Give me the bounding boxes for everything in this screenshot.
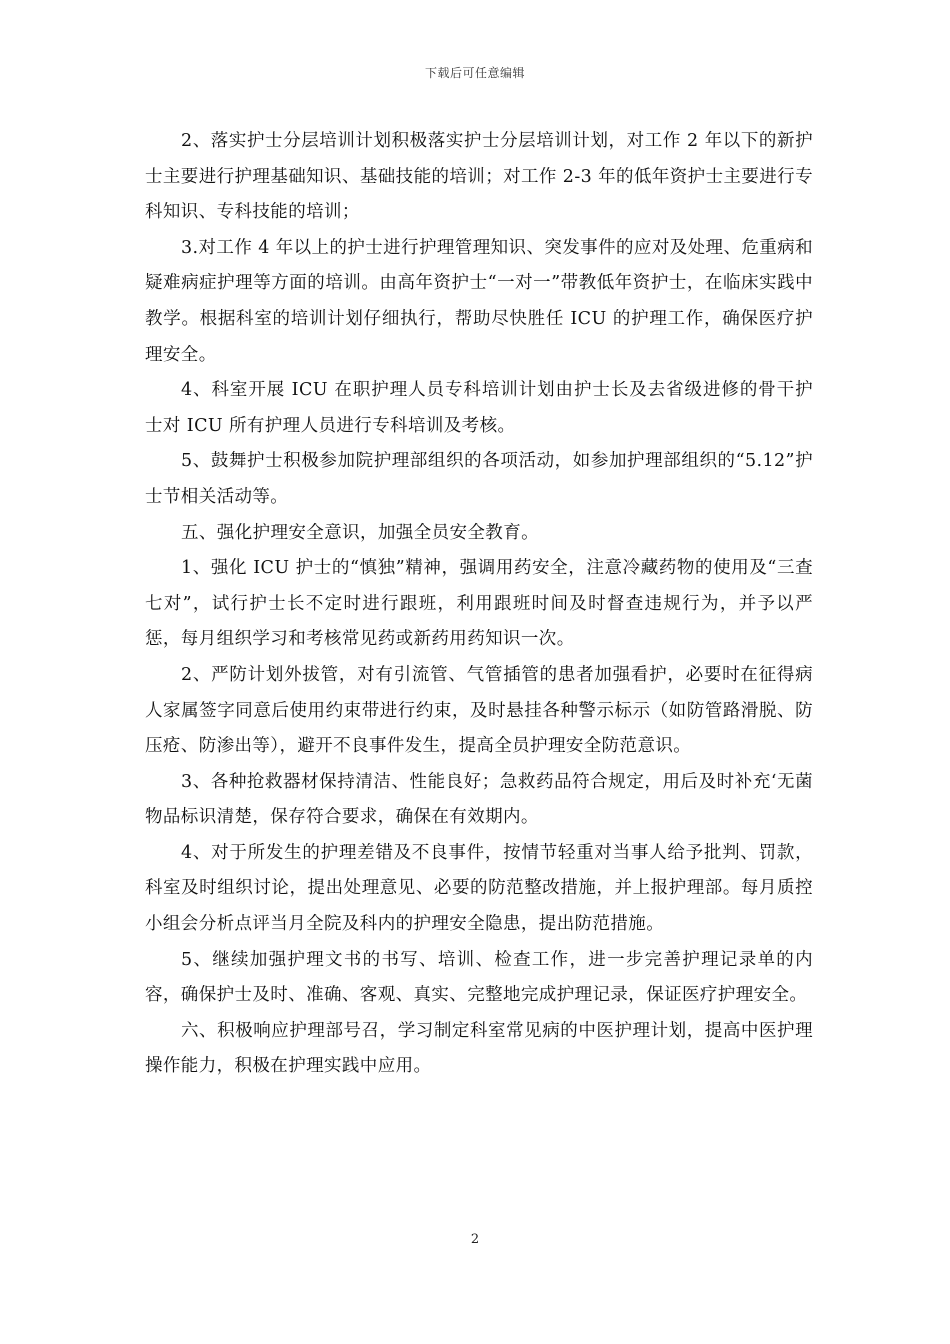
- paragraph-adverse-events: 4、对于所发生的护理差错及不良事件，按情节轻重对当事人给予批判、罚款，科室及时组织讨论，提出处理意见、必要的防范整改措施，并上报护理部。每月质控小组会分析点评当月全院及科内的护理安全隐患，提出防范措施。: [145, 842, 813, 935]
- paragraph-icu-specialty-training: 4、科室开展 ICU 在职护理人员专科培训计划由护士长及去省级进修的骨干护士对 ICU 所有护理人员进行专科培训及考核。: [145, 380, 813, 436]
- section-heading-tcm-nursing: 六、积极响应护理部号召，学习制定科室常见病的中医护理计划，提高中医护理操作能力，积极在护理实践中应用。: [145, 1020, 813, 1077]
- paragraph-hospital-activities: 5、鼓舞护士积极参加院护理部组织的各项活动，如参加护理部组织的“5.12”护士节相关活动等。: [145, 451, 813, 507]
- paragraph-tube-prevention: 2、严防计划外拔管，对有引流管、气管插管的患者加强看护，必要时在征得病人家属签字同意后使用约束带进行约束，及时悬挂各种警示标示（如防管路滑脱、防压疮、防渗出等），避开不良事件发生，提高全员护理安全防范意识。: [145, 664, 813, 757]
- paragraph-medication-safety: 1、强化 ICU 护士的“慎独”精神，强调用药安全，注意冷藏药物的使用及“三查七对”，试行护士长不定时进行跟班，利用跟班时间及时督查违规行为，并予以严惩，每月组织学习和考核常见药或新药用药知识一次。: [145, 558, 813, 650]
- section-heading-safety: 五、强化护理安全意识，加强全员安全教育。: [181, 522, 539, 543]
- page-header: 下载后可任意编辑: [424, 66, 525, 80]
- paragraph-nursing-documents: 5、继续加强护理文书的书写、培训、检查工作，进一步完善护理记录单的内容，确保护士及时、准确、客观、真实、完整地完成护理记录，保证医疗护理安全。: [145, 949, 813, 1006]
- paragraph-emergency-equipment: 3、各种抢救器材保持清洁、性能良好；急救药品符合规定，用后及时补充‘无菌物品标识清楚，保存符合要求，确保在有效期内。: [145, 771, 813, 828]
- page-number: 2: [470, 1232, 480, 1247]
- paragraph-tiered-training: 2、落实护士分层培训计划积极落实护士分层培训计划，对工作 2 年以下的新护士主要进行护理基础知识、基础技能的培训；对工作 2-3 年的低年资护士主要进行专科知识、专科技能的培训；: [145, 131, 813, 223]
- document-body: [145, 124, 813, 1085]
- paragraph-senior-nurse-training: 3.对工作 4 年以上的护士进行护理管理知识、突发事件的应对及处理、危重病和疑难病症护理等方面的培训。由高年资护士“一对一”带教低年资护士，在临床实践中教学。根据科室的培训计划仔细执行，帮助尽快胜任 ICU 的护理工作，确保医疗护理安全。: [145, 237, 813, 365]
